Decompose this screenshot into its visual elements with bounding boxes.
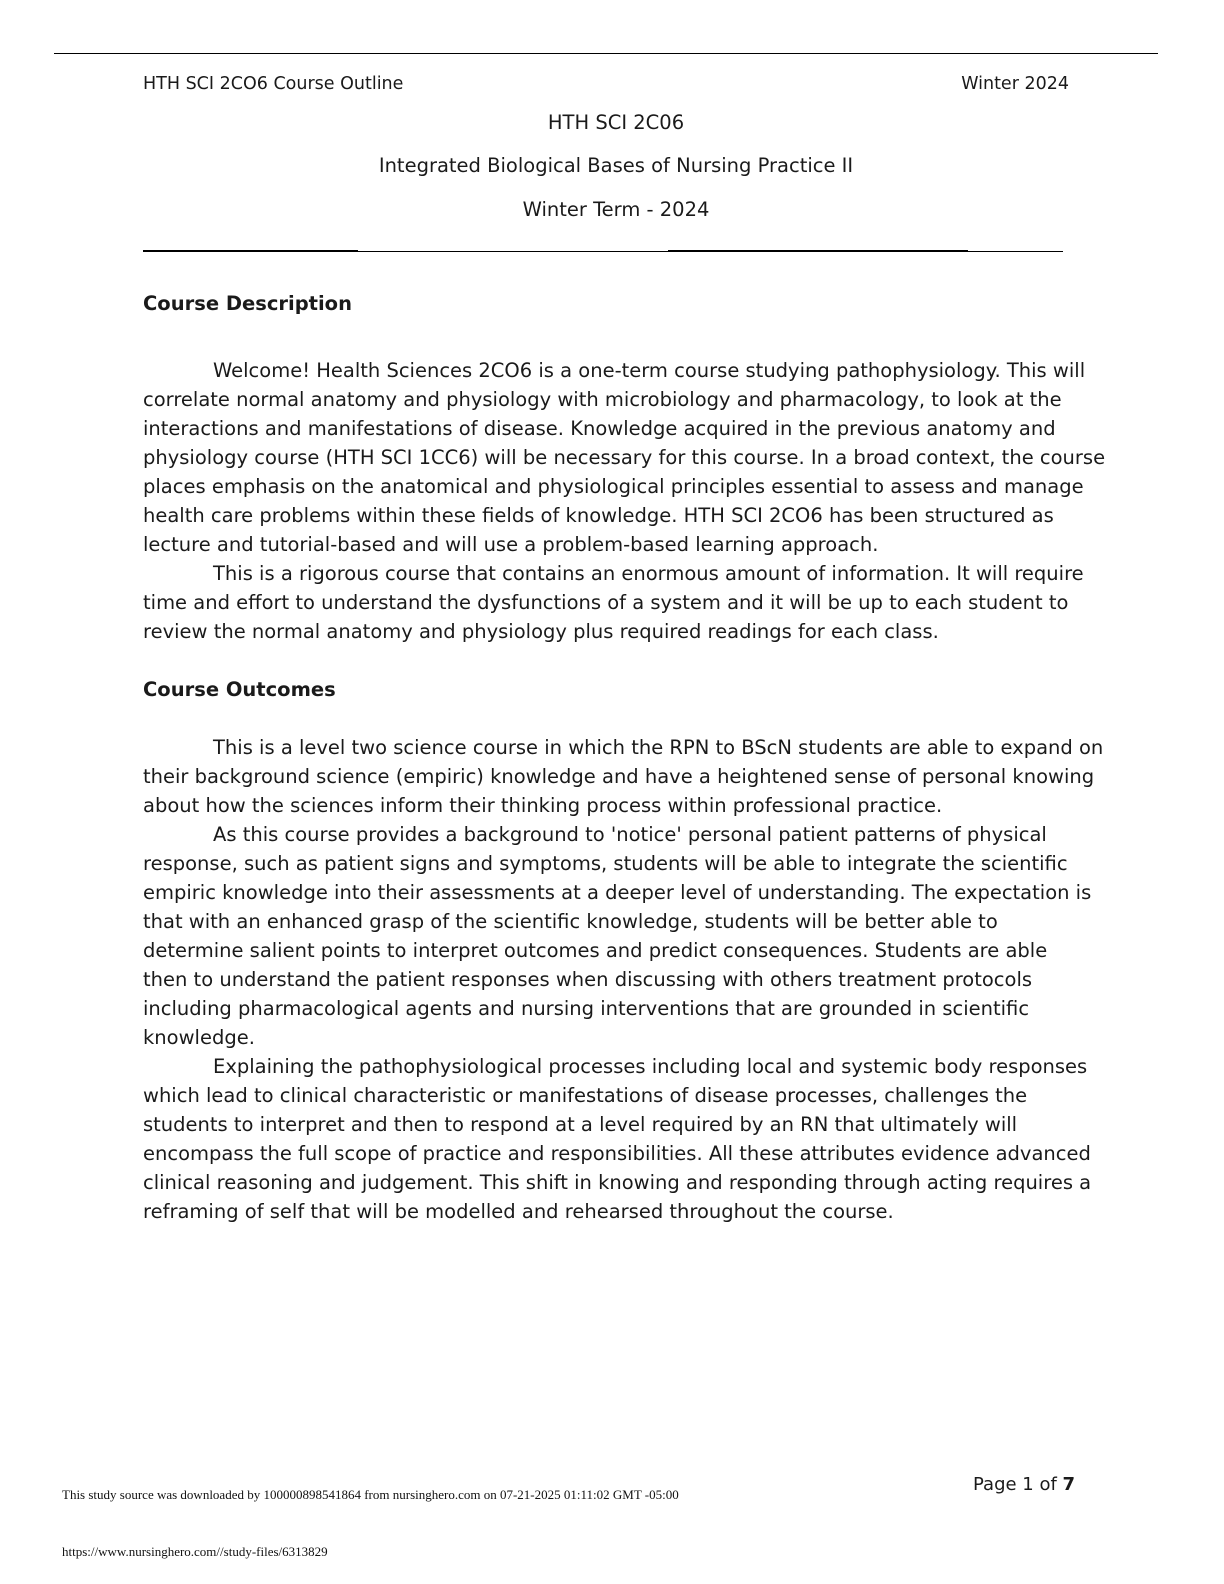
text-line: then to understand the patient responses when discussing with others treatment protocols bbox=[143, 968, 1033, 991]
text-line: interactions and manifestations of disease. Knowledge acquired in the previous anatomy and bbox=[143, 417, 1056, 440]
text-line: health care problems within these fields of knowledge. HTH SCI 2CO6 has been structured as bbox=[143, 504, 1054, 527]
title-divider-accent-right bbox=[668, 250, 968, 252]
text-line: students to interpret and then to respond at a level required by an RN that ultimately will bbox=[143, 1113, 1018, 1136]
page-label: Page 1 of bbox=[973, 1474, 1063, 1495]
text-line: As this course provides a background to 'notice' personal patient patterns of physical bbox=[213, 823, 1047, 846]
text-line: encompass the full scope of practice and responsibilities. All these attributes evidence advanced bbox=[143, 1142, 1091, 1165]
text-line: their background science (empiric) knowledge and have a heightened sense of personal knowing bbox=[143, 765, 1095, 788]
top-divider bbox=[54, 53, 1158, 54]
page-number bbox=[973, 1474, 1075, 1496]
text-line: places emphasis on the anatomical and physiological principles essential to assess and manage bbox=[143, 475, 1084, 498]
running-header-term: Winter 2024 bbox=[961, 74, 1069, 94]
course-term: Winter Term - 2024 bbox=[522, 198, 710, 221]
text-line: clinical reasoning and judgement. This shift in knowing and responding through acting requires a bbox=[143, 1171, 1092, 1194]
course-outcomes-text bbox=[143, 733, 1104, 1226]
text-line: correlate normal anatomy and physiology with microbiology and pharmacology, to look at the bbox=[143, 388, 1062, 411]
text-line: lecture and tutorial-based and will use a problem-based learning approach. bbox=[143, 533, 879, 556]
text-line: physiology course (HTH SCI 1CC6) will be necessary for this course. In a broad context, the course bbox=[143, 446, 1106, 469]
text-line: including pharmacological agents and nursing interventions that are grounded in scientific bbox=[143, 997, 1030, 1020]
text-line: time and effort to understand the dysfunctions of a system and it will be up to each student to bbox=[143, 591, 1069, 614]
course-outcomes-heading: Course Outcomes bbox=[143, 678, 336, 701]
text-line: empiric knowledge into their assessments at a deeper level of understanding. The expectation is bbox=[143, 881, 1092, 904]
text-line: Explaining the pathophysiological processes including local and systemic body responses bbox=[213, 1055, 1088, 1078]
text-line: determine salient points to interpret outcomes and predict consequences. Students are able bbox=[143, 939, 1048, 962]
text-line: This is a level two science course in which the RPN to BScN students are able to expand on bbox=[213, 736, 1104, 759]
text-line: about how the sciences inform their thinking process within professional practice. bbox=[143, 794, 943, 817]
text-line: knowledge. bbox=[143, 1026, 255, 1049]
course-code: HTH SCI 2C06 bbox=[547, 111, 685, 134]
download-notice: This study source was downloaded by 100000898541864 from nursinghero.com on 07-21-2025 01:11:02 GMT -05:00 bbox=[62, 1487, 679, 1502]
source-url[interactable]: https://www.nursinghero.com//study-files/6313829 bbox=[62, 1544, 328, 1559]
text-line: which lead to clinical characteristic or manifestations of disease processes, challenges the bbox=[143, 1084, 1028, 1107]
text-line: reframing of self that will be modelled and rehearsed throughout the course. bbox=[143, 1200, 894, 1223]
page-total: 7 bbox=[1062, 1474, 1076, 1495]
course-description-text bbox=[143, 356, 1106, 646]
text-line: review the normal anatomy and physiology plus required readings for each class. bbox=[143, 620, 939, 643]
text-line: This is a rigorous course that contains an enormous amount of information. It will require bbox=[213, 562, 1084, 585]
course-name: Integrated Biological Bases of Nursing Practice II bbox=[378, 154, 854, 177]
running-header-title: HTH SCI 2CO6 Course Outline bbox=[143, 74, 404, 94]
title-divider-accent-left bbox=[143, 250, 358, 252]
text-line: response, such as patient signs and symptoms, students will be able to integrate the scientific bbox=[143, 852, 1068, 875]
text-line: that with an enhanced grasp of the scientific knowledge, students will be better able to bbox=[143, 910, 998, 933]
course-description-heading: Course Description bbox=[143, 292, 352, 315]
text-line: Welcome! Health Sciences 2CO6 is a one-term course studying pathophysiology. This will bbox=[213, 359, 1086, 382]
